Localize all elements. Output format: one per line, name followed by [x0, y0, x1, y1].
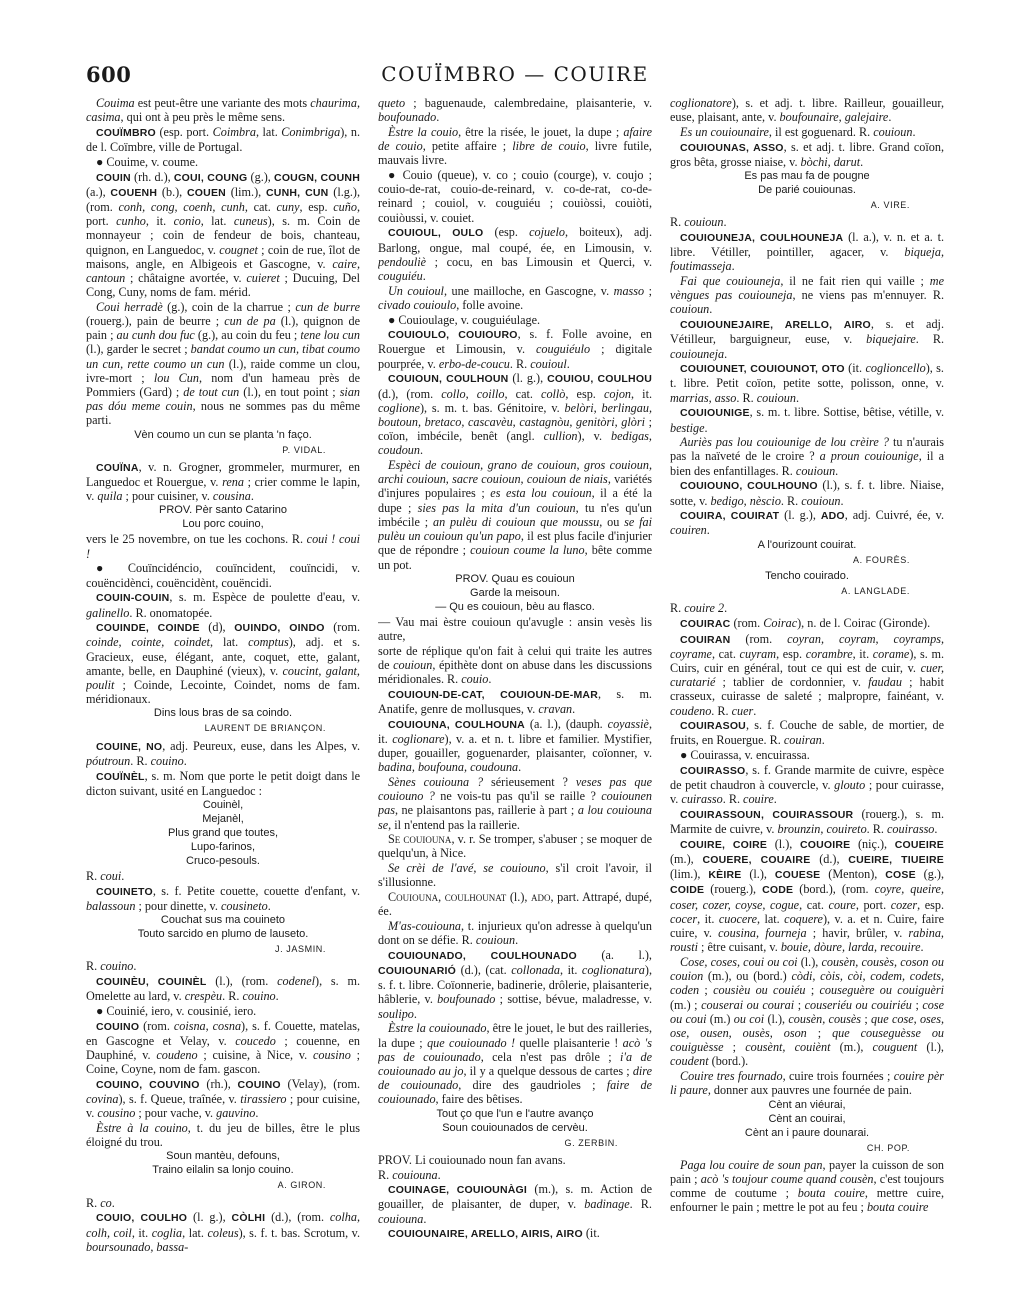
dictionary-entry: COUIOUNO, COULHOUNO (l.), s. f. t. libre. Niaise, sotte, v. bedigo, nèscio. R. couioun. — [670, 478, 944, 508]
dictionary-entry: Couiouna, coulhounat (l.), ado, part. Attrapé, dupé, ée. — [378, 890, 652, 919]
dictionary-entry: COUIRASSOUN, COUIRASSOUR (rouerg.), s. m. Marmite de cuivre, v. brounzin, couireto. R. couirasso. — [670, 806, 944, 837]
entry-continuation: — Vau mai èstre couioun qu'avugle : ansin vesès lis autre, — [378, 614, 652, 643]
quoted-verse: Couchat sus ma couineto — [160, 914, 286, 927]
dictionary-entry: COUIRAN (rom. coyran, coyram, coyramps, coyrame, cat. cuyram, esp. corambre, it. corame), s. m. Cuirs, cuir en général, tout ce qui est de cuir, v. cuer, curatarié ; tablier de cordonnier, v. faudau ; habit crasseux, cuirasse de saleté ; malpropre, fainéant, v. coudeno. R. cuer. — [670, 631, 944, 718]
quoted-verse: Tout ço que l'un e l'autre avanço — [436, 1107, 594, 1120]
dictionary-entry: Es un couiounaire, il est goguenard. R. couioun. — [680, 124, 916, 139]
entry-continuation: vers le 25 novembre, on tue les cochons. R. coui ! coui ! — [86, 532, 360, 561]
quote-author: A. VIRE. — [870, 200, 910, 211]
dictionary-entry: COUIOUNIGE, s. m. t. libre. Sottise, bêtise, vétille, v. bestige. — [670, 405, 944, 435]
quoted-verse: PROV. Pèr santo Catarino — [159, 504, 287, 517]
quoted-verse: — Qu es couioun, bèu au flasco. — [435, 600, 595, 613]
quote-author: P. VIDAL. — [282, 444, 326, 455]
dictionary-entry: Sènes couiouna ? sérieusement ? veses pas que couiouno ? ne vois-tu pas qu'il se raille ? couiounen pas, ne plaisantons pas, raillerie à part ; a lou couiouna se, il n'entend pas la raillerie. — [378, 774, 652, 832]
dictionary-entry: COUIN-COUIN, s. m. Espèce de poulette d'eau, v. galinello. R. onomatopée. — [86, 590, 360, 620]
dictionary-entry: ● Couinié, iero, v. cousinié, iero. — [96, 1003, 257, 1018]
quoted-verse: Touto sarcido en plumo de lauseto. — [137, 928, 309, 941]
quoted-verse: Cènt an couirai, — [768, 1112, 846, 1125]
entry-continuation: R. couire 2. — [670, 601, 728, 616]
dictionary-entry: COUINO, COUVINO (rh.), COUINO (Velay), (rom. covina), s. f. Queue, traînée, v. tirassiero ; pour cuisine, v. cousino ; pour vache, v. gauvino. — [86, 1076, 360, 1121]
quoted-verse: Soun couiounados de cervèu. — [442, 1121, 588, 1134]
dictionary-entry: COUINETO, s. f. Petite couette, couette d'enfant, v. balassoun ; pour dinette, v. cousineto. — [86, 883, 360, 913]
quote-author: J. JASMIN. — [274, 944, 326, 955]
dictionary-entry: COUIOUNET, COUIOUNOT, OTO (it. coglioncello), s. t. libre. Petit coïon, petite sotte, polisson, onne, v. marrias, asso. R. couioun. — [670, 361, 944, 405]
dictionary-entry: COUIOUNAIRE, ARELLO, AIRIS, AIRO (it. — [388, 1226, 600, 1241]
dictionary-entry: Espèci de couioun, grano de couioun, gros couioun, archi couioun, sacre couioun, couioun de niais, variétés d'injures populaires ; es esta lou couioun, il a été la dupe ; sies pas la mita d'un couioun, tu n'es qu'un imbécile ; an pulèu di couioun que moussu, ou se fai pulèu un couioun qu'un papo, il est plus facile d'injurier que de répondre ; couioun coume la luno, bête comme un pot. — [378, 458, 652, 572]
dictionary-entry: COUIOUNA, COULHOUNA (a. l.), (dauph. coyassiè, it. coglionare), v. a. et n. t. libre et familier. Mystifier, duper, gouailler, goguenarder, plaisanter, coïonner, v. badina, boufouna, coudouna. — [378, 716, 652, 775]
dictionary-entry: Auriès pas lou couiounige de lou crèire ? tu n'aurais pas la naïveté de le croire ? a proun couiounige, il a bien des enfantillages. R. couioun. — [670, 435, 944, 478]
dictionary-entry: Se couiouna, v. r. Se tromper, s'abuser ; se moquer de quelqu'un, à Nice. — [378, 832, 652, 861]
quoted-verse: Mejanèl, — [202, 812, 244, 825]
quoted-verse: Traino eilalin sa lonjo couino. — [152, 1164, 294, 1177]
column-right — [670, 96, 944, 1292]
quoted-verse: De parié couiounas. — [758, 184, 856, 197]
page-number: 600 — [86, 62, 132, 87]
dictionary-entry: ● Couioulage, v. couguiéulage. — [388, 312, 541, 327]
dictionary-entry: COUIRAC (rom. Coirac), n. de l. Coirac (Gironde). — [680, 615, 931, 630]
dictionary-entry: COUIO, COULHO (l. g.), CÒLHI (d.), (rom. colha, colh, coil, it. coglia, lat. coleus), s. f. t. bas. Scrotum, v. boursounado, bassa- — [86, 1210, 360, 1254]
entry-continuation: sorte de réplique qu'on fait à celui qui traite les autres de couioun, épithète dont on abuse dans les discussions méridionales. R. couio. — [378, 643, 652, 687]
dictionary-entry: COUIRASOU, s. f. Couche de sable, de mortier, de fruits, en Rouergue. R. couiran. — [670, 718, 944, 748]
dictionary-entry: Fai que couiouneja, il ne fait rien qui vaille ; me vèngues pas couiouneja, ne viens pas m'ennuyer. R. couioun. — [670, 274, 944, 317]
quote-author: G. ZERBIN. — [564, 1137, 618, 1148]
dictionary-entry: COUÏNÈL, s. m. Nom que porte le petit doigt dans le dicton suivant, usité en Languedoc : — [86, 768, 360, 798]
quoted-verse: Plus grand que toutes, — [167, 826, 279, 839]
dictionary-entry: COUINÈU, COUINÈL (l.), (rom. codenel), s. m. Omelette au lard, v. crespèu. R. couino. — [86, 973, 360, 1004]
entry-continuation: R. couino. — [86, 959, 137, 974]
dictionary-entry: Couire tres fournado, cuire trois fournées ; couire pèr li paure, donner aux pauvres une fournée de pain. — [670, 1069, 944, 1098]
quoted-verse: PROV. Quau es couioun — [455, 572, 575, 585]
dictionary-entry: Un couioul, une mailloche, en Gascogne, v. masso ; civado couioulo, folle avoine. — [378, 283, 652, 312]
dictionary-entry: Èstre la couiounado, être le jouet, le but des railleries, la dupe ; que couiounado ! quelle plaisanterie ! acò 's pas de couiounado, cela n'est pas drôle ; i'a de couiounado au jo, il y a quelque dessous de cartes ; dire de couiounado, dire des gaudrioles ; faire de couiounado, faire des bêtises. — [378, 1021, 652, 1107]
dictionary-entry: COUIRA, COUIRAT (l. g.), ADO, adj. Cuivré, ée, v. couiren. — [670, 508, 944, 538]
dictionary-entry: COUIRASSO, s. f. Grande marmite de cuivre, espèce de petit chaudron à couvercle, v. glouto ; pour cuirasse, v. cuirasso. R. couire. — [670, 762, 944, 807]
quoted-verse: Couinèl, — [202, 798, 244, 811]
dictionary-entry: Cose, coses, coui ou coi (l.), cousèn, cousès, coson ou couion (m.), ou (bord.) còdi, còis, còi, codem, codets, coden ; cousièu ou couiéu ; couseguère ou couiguèri (m.) ; couserai ou courai ; couseriéu ou couiriéu ; cose ou coui (m.) ou coi (l.), cousèn, cousès ; que cose, oses, ose, ousen, ousès, oson ; que couseguèsse ou couiguèsse ; cousènt, couiènt (m.), couguent (l.), coudent (bord.). — [670, 954, 944, 1069]
quote-author: LAURENT DE BRIANÇON. — [204, 723, 326, 734]
dictionary-entry: Èstre à la couino, t. du jeu de billes, être le plus éloigné du trou. — [86, 1120, 360, 1150]
dictionary-entry: COUINE, NO, adj. Peureux, euse, dans les Alpes, v. póutroun. R. couino. — [86, 738, 360, 768]
quote-author: CH. POP. — [866, 1142, 910, 1153]
column-middle — [378, 96, 652, 1292]
entry-continuation: queto ; baguenaude, calembredaine, plaisanterie, v. boufounado. — [378, 96, 652, 125]
entry-continuation: R. co. — [86, 1195, 115, 1210]
dictionary-entry: COUIOUN, COULHOUN (l. g.), COUIOU, COULHOU (d.), (rom. collo, coillo, cat. collò, esp. cojon, it. coglione), s. m. t. bas. Génitoire, v. belòri, berlingau, boutoun, bretaco, cascavèu, castagnòu, genitòri, glòri ; coïon, imbécile, benêt (angl. cullion), v. bedigas, coudoun. — [378, 371, 652, 458]
dictionary-entry: COUIOUL, OULO (esp. cojuelo, boiteux), adj. Barlong, ongue, mal coupé, ée, en Limousin, v. pendouliè ; cocu, en bas Limousin et Querci, v. couguiéu. — [378, 225, 652, 283]
dictionary-entry: ● Couïncidéncio, couïncident, couïncidi, v. couëncidènci, couëncidènt, couëncidi. — [86, 561, 360, 590]
text-columns — [86, 96, 944, 1292]
entry-continuation: R. coui. — [86, 868, 125, 883]
dictionary-entry: Paga lou couire de soun pan, payer la cuisson de son pain ; acò 's toujour coume quand cousèn, c'est toujours comme de coutume ; bouta couire, mettre cuire, enfourner le pain ; mettre le pot au feu ; bouta couire — [670, 1157, 944, 1215]
dictionary-entry: COUIOUNEJAIRE, ARELLO, AIRO, s. et adj. Vétilleur, barguigneur, euse, v. biquejaire. R. couiouneja. — [670, 317, 944, 361]
quoted-verse: Garde la meisoun. — [470, 586, 560, 599]
dictionary-entry: COUIRE, COIRE (l.), COUOIRE (niç.), COUEIRE (m.), COUERE, COUAIRE (d.), CUEIRE, TIUEIRE (lim.), KÈIRE (l.), COUESE (Menton), COSE (g.), COIDE (rouerg.), CODE (bord.), (rom. coyre, queire, coser, cozer, coyse, cogue, cat. coure, port. cozer, esp. cocer, it. cuocere, lat. coquere), v. a. et n. Cuire, faire cuire, v. cousina, fourneja ; havir, brûler, v. rabina, rousti ; être cuisant, v. bouie, dòure, larda, recouire. — [670, 836, 944, 955]
dictionary-entry: Èstre la couio, être la risée, le jouet, la dupe ; afaire de couio, petite affaire ; libre de couio, livre futile, mauvais livre. — [378, 124, 652, 168]
dictionary-entry: COUIOUNADO, COULHOUNADO (a. l.), COUIOUNARIÓ (d.), (cat. collonada, it. coglionatura), s. f. t. libre. Coïonnerie, badinerie, drôlerie, plaisanterie, hâblerie, v. boufounado ; sottise, bévue, maladresse, v. soulipo. — [378, 947, 652, 1021]
entry-continuation: coglionatore), s. et adj. t. libre. Railleur, gouailleur, euse, plaisant, ante, v. boufounaire, galejaire. — [670, 96, 944, 125]
dictionary-entry: COUIN (rh. d.), COUI, COUNG (g.), COUGN, COUNH (a.), COUENH (b.), COUEN (lim.), CUNH, CUN (l.g.), (rom. conh, cong, coenh, cunh, cat. cuny, esp. cuño, port. cunho, it. conio, lat. cuneus), s. m. Coin de monnayeur ; coin de fendeur de bois, chanteau, quignon, en Languedoc, v. cougnet ; coin de rue, îlot de maisons, angle, en Albigeois et Gascogne, v. caire, cantoun ; châtaigne avortée, v. cuieret ; Ducuing, Del Cong, Cuny, noms de fam. mérid. — [86, 169, 360, 300]
dictionary-entry: COUIOUNAS, ASSO, s. et adj. t. libre. Grand coïon, gros bêta, grosse niaise, v. bòchi, darut. — [670, 139, 944, 169]
dictionary-entry: COUINAGE, COUIOUNÀGI (m.), s. m. Action de gouailler, de plaisanter, de duper, v. badinage. R. couiouna. — [378, 1182, 652, 1226]
quoted-verse: Dins lous bras de sa coindo. — [153, 707, 293, 720]
quote-author: A. LANGLADE. — [841, 585, 910, 596]
quoted-verse: Cruco-pesouls. — [186, 854, 260, 867]
dictionary-entry: ● Couio (queue), v. co ; couio (courge), v. coujo ; couio-de-rat, couio-de-reinard, v. co-de-rat, co-de-reinard ; couiol, v. couguiéu ; couiòssi, couiòti, couiòussi, v. couiet. — [378, 168, 652, 225]
entry-continuation: R. couioun. — [670, 215, 727, 230]
dictionary-entry: Coui herradè (g.), coin de la charrue ; cun de burre (rouerg.), pain de beurre ; cun de pa (l.), quignon de pain ; au cunh dou fuc (g.), au coin du feu ; tene lou cun (l.), garder le secret ; bandat coumo un cun, tibat coumo un cun, rette coumo un cun (l.), raide comme un clou, ivre-mort ; lou Cun, nom d'un hameau près de Pommiers (Gard) ; de tout cun (l.), en tout point ; sian pas dóu meme couin, nous ne sommes pas du même parti. — [86, 299, 360, 428]
quote-author: A. FOURÈS. — [852, 554, 910, 565]
quoted-verse: Soun mantèu, defouns, — [166, 1150, 280, 1163]
column-left — [86, 96, 360, 1292]
quoted-verse: Lou porc couino, — [182, 518, 264, 531]
dictionary-entry: Couima est peut-être une variante des mots chaurima, casima, qui ont à peu près le même sens. — [86, 96, 360, 125]
dictionary-entry: COUÏMBRO (esp. port. Coimbra, lat. Conimbriga), n. de l. Coïmbre, ville de Portugal. — [86, 124, 360, 155]
dictionary-entry: COUINDE, COINDE (d), OUINDO, OINDO (rom. coinde, cointe, coindet, lat. comptus), adj. et s. Gracieux, euse, élégant, ante, coquet, ette, galant, amante, belle, en Dauphiné (vieux), v. coucint, galant, poulit ; Coinde, Lecointe, Coindet, noms de fam. méridionaux. — [86, 620, 360, 707]
dictionary-entry: COUIOULO, COUIOURO, s. f. Folle avoine, en Rouergue et Limousin, v. couguiéulo ; digitale pourprée, v. erbo-de-coucu. R. couioul. — [378, 327, 652, 371]
dictionary-entry: COUÏNA, v. n. Grogner, grommeler, murmurer, en Languedoc et Rouergue, v. rena ; crier comme le lapin, v. quila ; pour cuisiner, v. cousina. — [86, 459, 360, 504]
quoted-verse: Vèn coumo un cun se planta 'n faço. — [134, 428, 312, 441]
dictionary-entry: COUINO (rom. coisna, cosna), s. f. Couette, matelas, en Gascogne et Velay, v. coucedo ; couenne, en Dauphiné, v. coudeno ; cuisine, à Nice, v. cousino ; Coine, Coyne, nom de fam. gascon. — [86, 1018, 360, 1077]
dictionary-entry: COUIOUNEJA, COULHOUNEJA (l. a.), v. n. et a. t. libre. Vétiller, pointiller, agacer, v. biqueja, foutimasseja. — [670, 229, 944, 274]
quoted-verse: Cènt an i paure dounarai. — [744, 1126, 870, 1139]
quoted-verse: Lupo-farinos, — [190, 840, 256, 853]
quoted-verse: Cènt an viéurai, — [768, 1098, 846, 1111]
page-header — [86, 60, 944, 92]
running-title: COUÏMBRO — COUIRE — [381, 62, 649, 86]
quoted-verse: A l'ourizount couirat. — [757, 538, 857, 551]
dictionary-entry: Se crèi de l'avé, se couiouno, s'il croit l'avoir, il s'illusionne. — [378, 861, 652, 890]
dictionary-entry: ● Couime, v. coume. — [96, 154, 199, 169]
entry-continuation: PROV. Li couiounado noun fan avans. — [378, 1152, 566, 1167]
dictionary-entry: COUIOUN-DE-CAT, COUIOUN-DE-MAR, s. m. Anatife, genre de mollusques, v. cravan. — [378, 686, 652, 716]
entry-continuation: R. couiouna. — [378, 1167, 441, 1182]
quoted-verse: Es pas mau fa de pougne — [744, 170, 870, 183]
dictionary-entry: ● Couirassa, v. encuirassa. — [680, 748, 810, 763]
quote-author: A. GIRON. — [277, 1180, 326, 1191]
dictionary-entry: M'as-couiouna, t. injurieux qu'on adresse à quelqu'un dont on se défie. R. couioun. — [378, 918, 652, 948]
quoted-verse: Tencho couirado. — [765, 569, 849, 582]
